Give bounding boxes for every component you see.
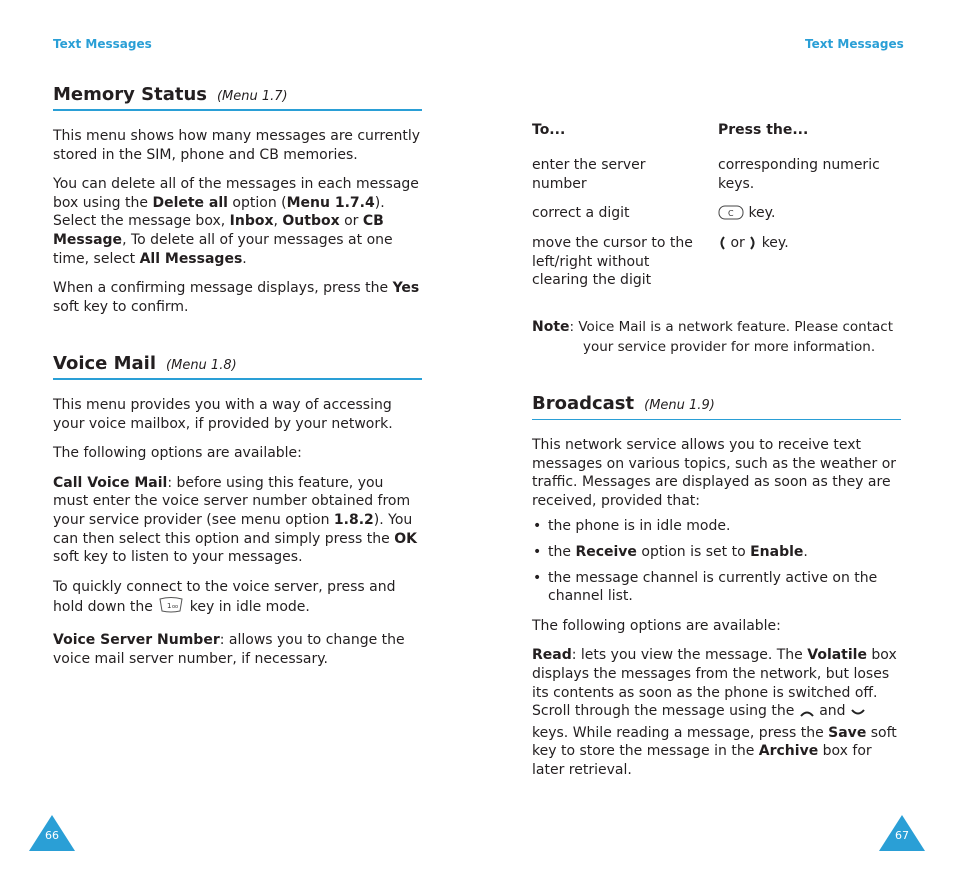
memory-status-confirm-paragraph: When a confirming message displays, press the Yes soft key to confirm. xyxy=(53,280,420,315)
voice-mail-title: Voice Mail xyxy=(53,353,157,374)
table-row-press: C key. xyxy=(718,204,903,226)
table-row-action: correct a digit xyxy=(532,205,630,221)
broadcast-title: Broadcast xyxy=(532,393,635,414)
broadcast-conditions-list xyxy=(532,517,901,605)
broadcast-options-intro: The following options are available: xyxy=(532,617,781,634)
list-item: • the Receive option is set to Enable. xyxy=(532,543,901,562)
table-row-press: corresponding numeric keys. xyxy=(718,157,880,192)
table-row-press: or key. xyxy=(718,234,903,256)
list-item: • the message channel is currently active on the channel list. xyxy=(532,569,901,606)
voice-mail-menu-ref: (Menu 1.8) xyxy=(166,358,237,373)
table-header-to: To... xyxy=(532,122,566,138)
memory-status-section xyxy=(53,84,422,316)
memory-status-heading xyxy=(53,84,422,105)
memory-status-menu-ref: (Menu 1.7) xyxy=(216,89,288,104)
voice-mail-intro: This menu provides you with a way of accessing your voice mailbox, if provided by your network. xyxy=(53,397,393,432)
note-line-1: Note: Voice Mail is a network feature. Please contact xyxy=(532,319,893,335)
heading-rule xyxy=(53,109,422,111)
voicemail-1-key-icon xyxy=(157,596,185,620)
right-nav-key-icon xyxy=(749,236,757,256)
svg-text:1: 1 xyxy=(167,602,172,611)
memory-status-delete-paragraph: You can delete all of the messages in each message box using the Delete all option (Menu 1.7.4). Select the message box, Inbox, Outbox or CB Message, To delete all of your messages at one time, select All Messages. xyxy=(53,176,419,267)
voice-mail-options-intro: The following options are available: xyxy=(53,445,302,462)
table-row-action: enter the server number xyxy=(532,157,646,192)
read-option-paragraph: Read: lets you view the message. The Volatile box displays the messages from the network, but loses its contents as soon as the phone is switched off. Scroll through the message using the and keys. While reading a message, press the Save soft key to store the message in the Archive box for later retrieval. xyxy=(532,647,897,778)
page-number-left: 66 xyxy=(45,829,59,842)
table-header-press: Press the... xyxy=(718,122,809,138)
voice-server-number-paragraph: Voice Server Number: allows you to change the voice mail server number, if necessary. xyxy=(53,631,405,667)
broadcast-heading xyxy=(532,393,901,414)
page-number-right: 67 xyxy=(895,829,909,842)
voice-mail-section xyxy=(53,353,422,668)
left-nav-key-icon xyxy=(718,236,726,256)
broadcast-menu-ref: (Menu 1.9) xyxy=(644,398,715,413)
broadcast-intro: This network service allows you to receive text messages on various topics, such as the weather or traffic. Messages are displayed as soon as they are received, provided that: xyxy=(532,437,897,509)
heading-rule xyxy=(532,419,901,420)
svg-text:C: C xyxy=(728,209,734,218)
up-nav-key-icon xyxy=(799,705,815,724)
running-header-right: Text Messages xyxy=(805,37,904,51)
down-nav-key-icon xyxy=(850,705,866,724)
memory-status-title: Memory Status xyxy=(53,84,207,105)
table-row-action: move the cursor to the left/right without clearing the digit xyxy=(532,235,693,289)
memory-status-intro: This menu shows how many messages are currently stored in the SIM, phone and CB memories. xyxy=(53,128,421,163)
note-line-2: your service provider for more information. xyxy=(583,338,876,355)
voice-mail-heading xyxy=(53,353,422,374)
running-header-left: Text Messages xyxy=(53,37,152,51)
call-voice-mail-paragraph: Call Voice Mail: before using this feature, you must enter the voice server number obtained from your service provider (see menu option 1.8.2). You can then select this option and simply press the OK soft key to listen to your messages. xyxy=(53,474,417,566)
broadcast-section xyxy=(532,393,901,780)
heading-rule xyxy=(53,378,422,380)
svg-text:oo: oo xyxy=(172,604,179,611)
list-item: • the phone is in idle mode. xyxy=(532,517,901,536)
quick-connect-paragraph: To quickly connect to the voice server, press and hold down the 1 oo key in idle mode. xyxy=(53,578,422,620)
note-block xyxy=(532,318,912,357)
clear-c-key-icon xyxy=(718,205,744,226)
